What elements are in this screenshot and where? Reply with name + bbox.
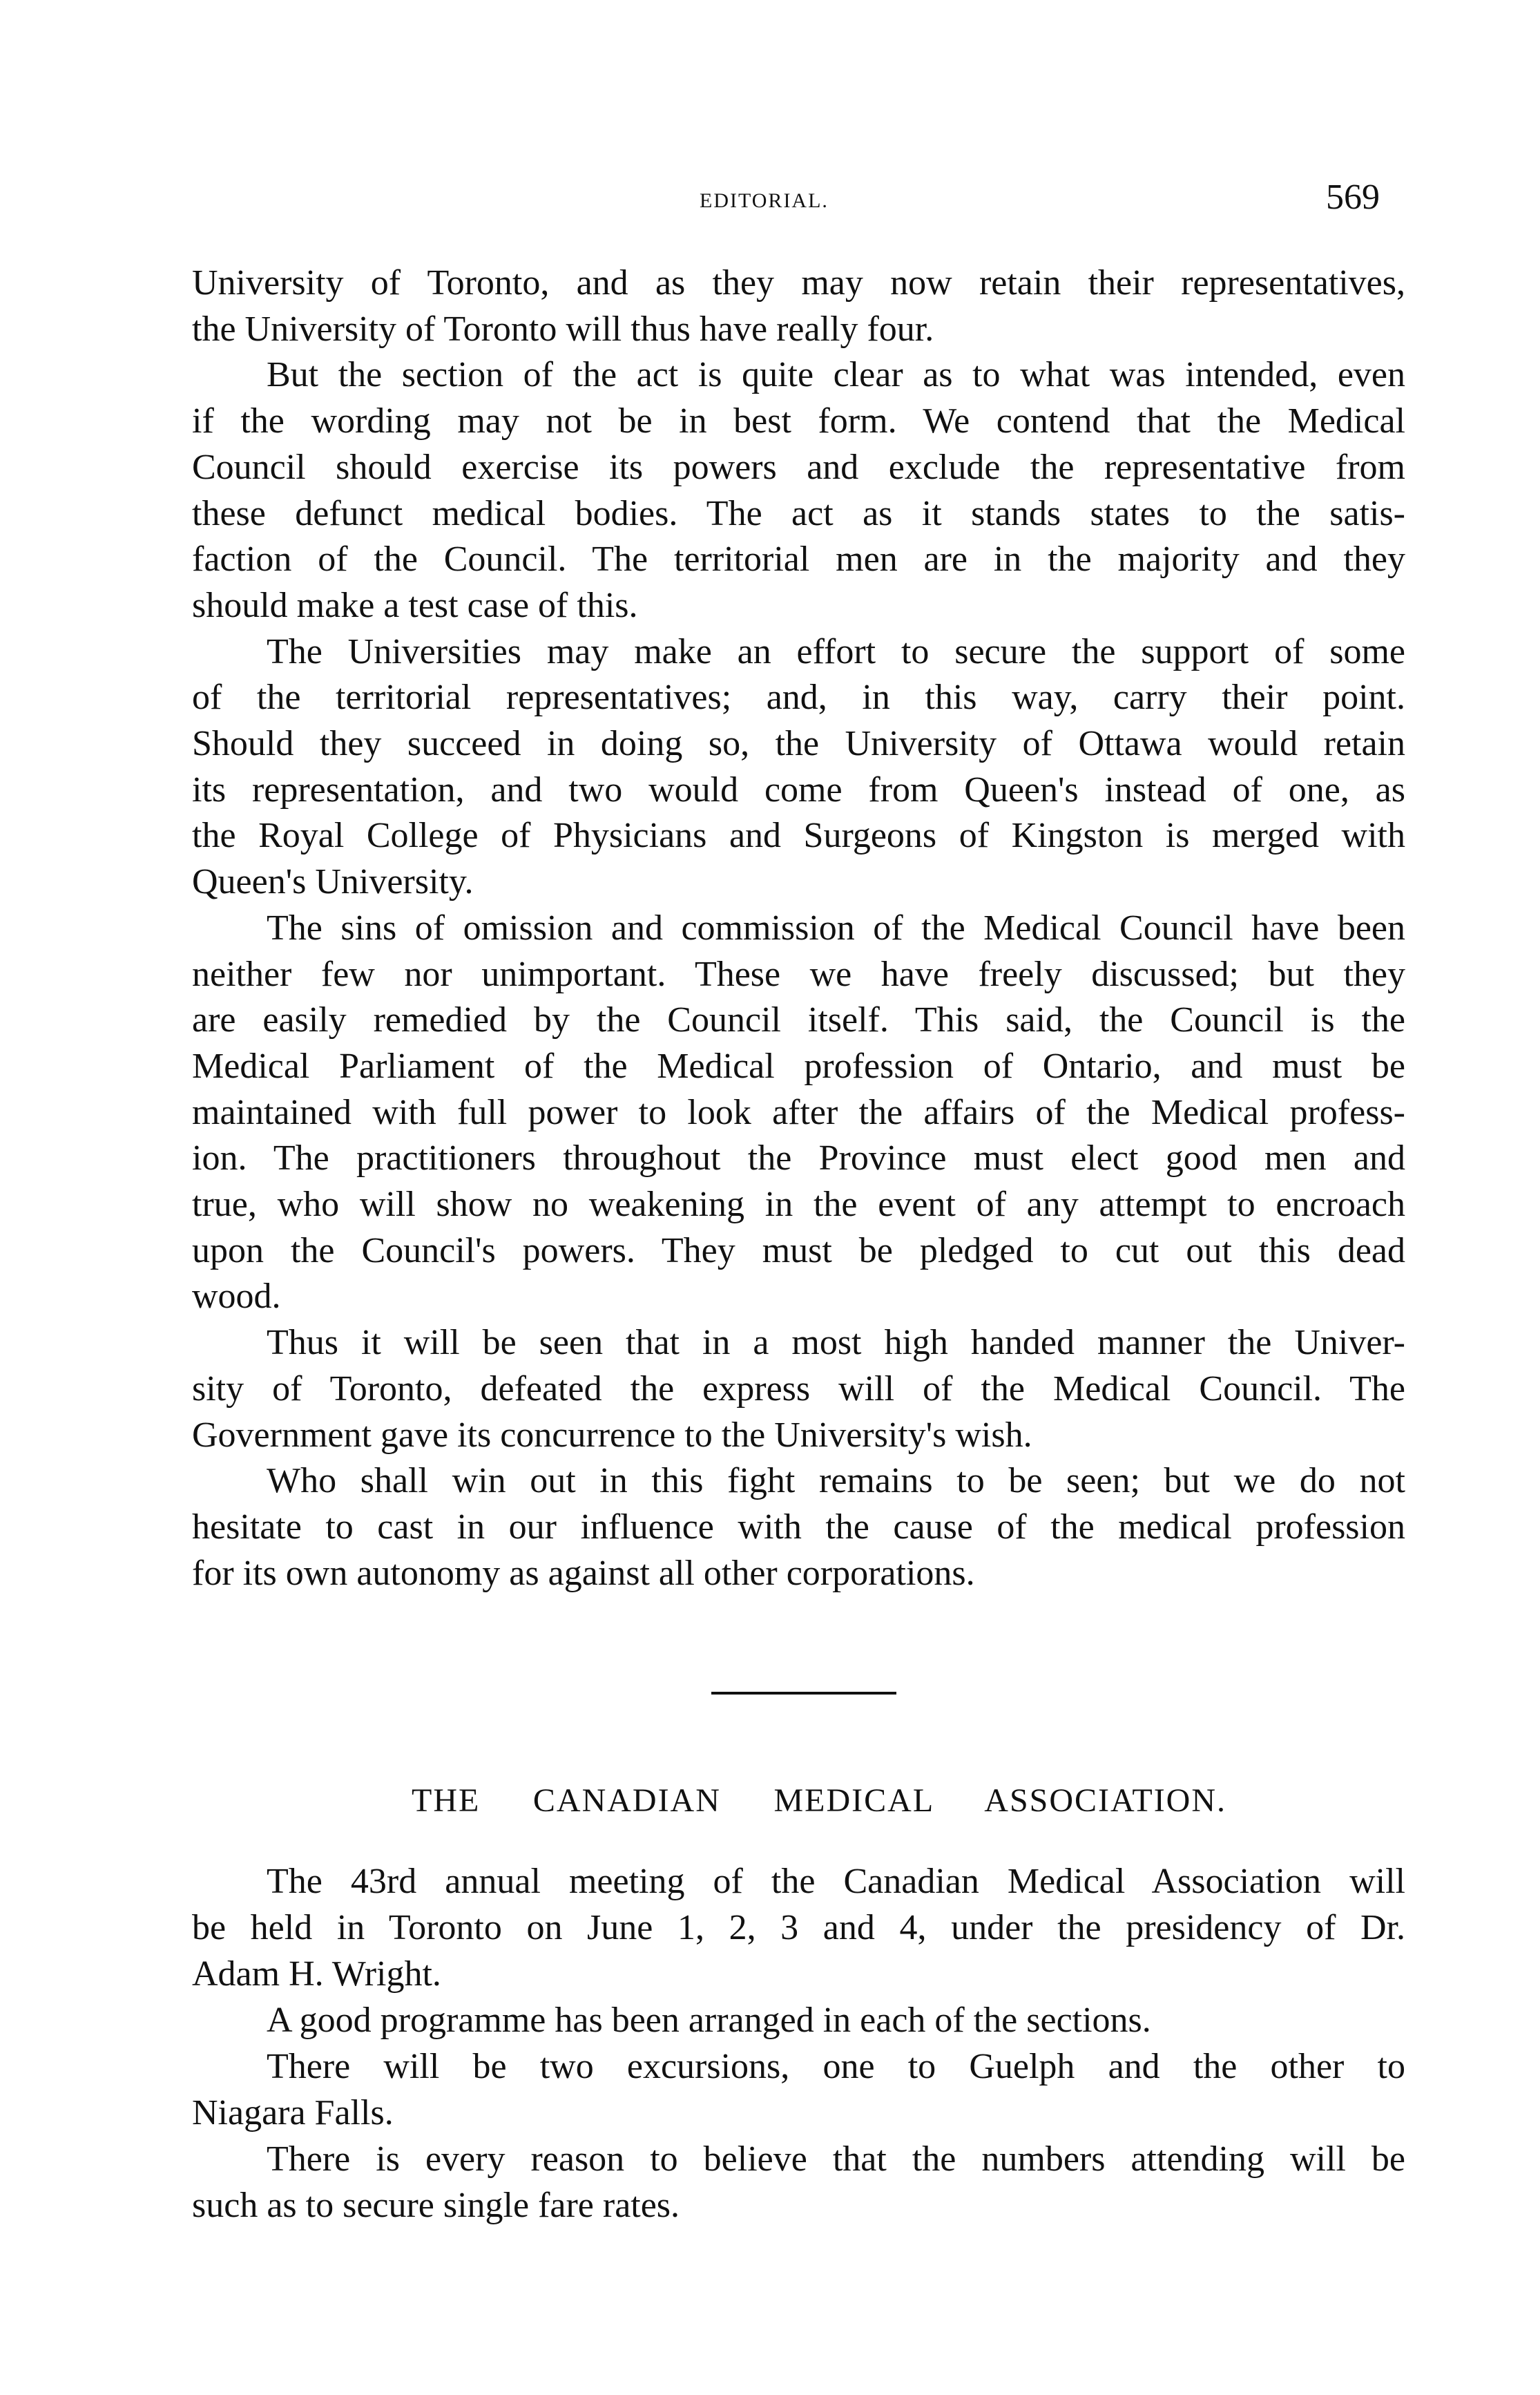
text-line: Government gave its concurrence to the University's wish. [192, 1415, 1032, 1455]
text-line: should make a test case of this. [192, 585, 638, 625]
text-line: if the wording may not be in best form. We contend that the Medical [192, 401, 1405, 441]
text-line: of the territorial representatives; and, in this way, carry their point. [192, 678, 1405, 718]
text-line: be held in Toronto on June 1, 2, 3 and 4, under the presidency of Dr. [192, 1908, 1405, 1947]
text-line: Council should exercise its powers and exclude the representative from [192, 447, 1405, 487]
text-line: the University of Toronto will thus have really four. [192, 309, 934, 349]
text-line: for its own autonomy as against all other corporations. [192, 1553, 975, 1593]
text-line: But the section of the act is quite clear as to what was intended, even [267, 355, 1405, 395]
text-line: the Royal College of Physicians and Surgeons of Kingston is merged with [192, 816, 1405, 856]
text-line: these defunct medical bodies. The act as it stands states to the satis- [192, 493, 1405, 533]
text-line: faction of the Council. The territorial men are in the majority and they [192, 540, 1405, 580]
text-line: such as to secure single fare rates. [192, 2186, 680, 2225]
text-line: its representation, and two would come from Queen's instead of one, as [192, 770, 1405, 810]
text-line: Who shall win out in this fight remains to be seen; but we do not [267, 1461, 1405, 1501]
text-line: University of Toronto, and as they may now retain their representatives, [192, 263, 1405, 303]
running-head [192, 178, 1405, 217]
text-line: There will be two excursions, one to Guelph and the other to [267, 2047, 1405, 2086]
text-line: Thus it will be seen that in a most high handed manner the Univer- [267, 1323, 1405, 1363]
running-title: EDITORIAL. [700, 189, 829, 212]
page-number: 569 [1326, 178, 1380, 217]
text-line: The 43rd annual meeting of the Canadian Medical Association will [267, 1862, 1405, 1901]
text-line: The Universities may make an effort to secure the support of some [267, 631, 1405, 671]
text-line: ion. The practitioners throughout the Province must elect good men and [192, 1138, 1405, 1179]
text-line: Adam H. Wright. [192, 1954, 441, 1994]
text-line: The sins of omission and commission of the Medical Council have been [267, 908, 1405, 948]
text-line: neither few nor unimportant. These we have freely discussed; but they [192, 954, 1405, 994]
text-line: sity of Toronto, defeated the express will of the Medical Council. The [192, 1368, 1405, 1409]
text-line: Niagara Falls. [192, 2093, 394, 2132]
text-line: true, who will show no weakening in the event of any attempt to encroach [192, 1185, 1405, 1224]
section-divider-rule [711, 1692, 896, 1695]
text-line: There is every reason to believe that the numbers attending will be [267, 2139, 1405, 2179]
text-line: maintained with full power to look after the affairs of the Medical profess- [192, 1092, 1405, 1132]
text-line: Should they succeed in doing so, the University of Ottawa would retain [192, 724, 1405, 763]
text-line: hesitate to cast in our influence with the cause of the medical profession [192, 1507, 1405, 1547]
text-line: A good programme has been arranged in each of the sections. [267, 2001, 1151, 2040]
section-heading: THE CANADIAN MEDICAL ASSOCIATION. [412, 1782, 1226, 1819]
text-line: Queen's University. [192, 862, 474, 902]
text-line: upon the Council's powers. They must be pledged to cut out this dead [192, 1230, 1405, 1270]
text-line: are easily remedied by the Council itself. This said, the Council is the [192, 1000, 1405, 1040]
text-line: wood. [192, 1277, 281, 1317]
text-line: Medical Parliament of the Medical profession of Ontario, and must be [192, 1046, 1405, 1086]
